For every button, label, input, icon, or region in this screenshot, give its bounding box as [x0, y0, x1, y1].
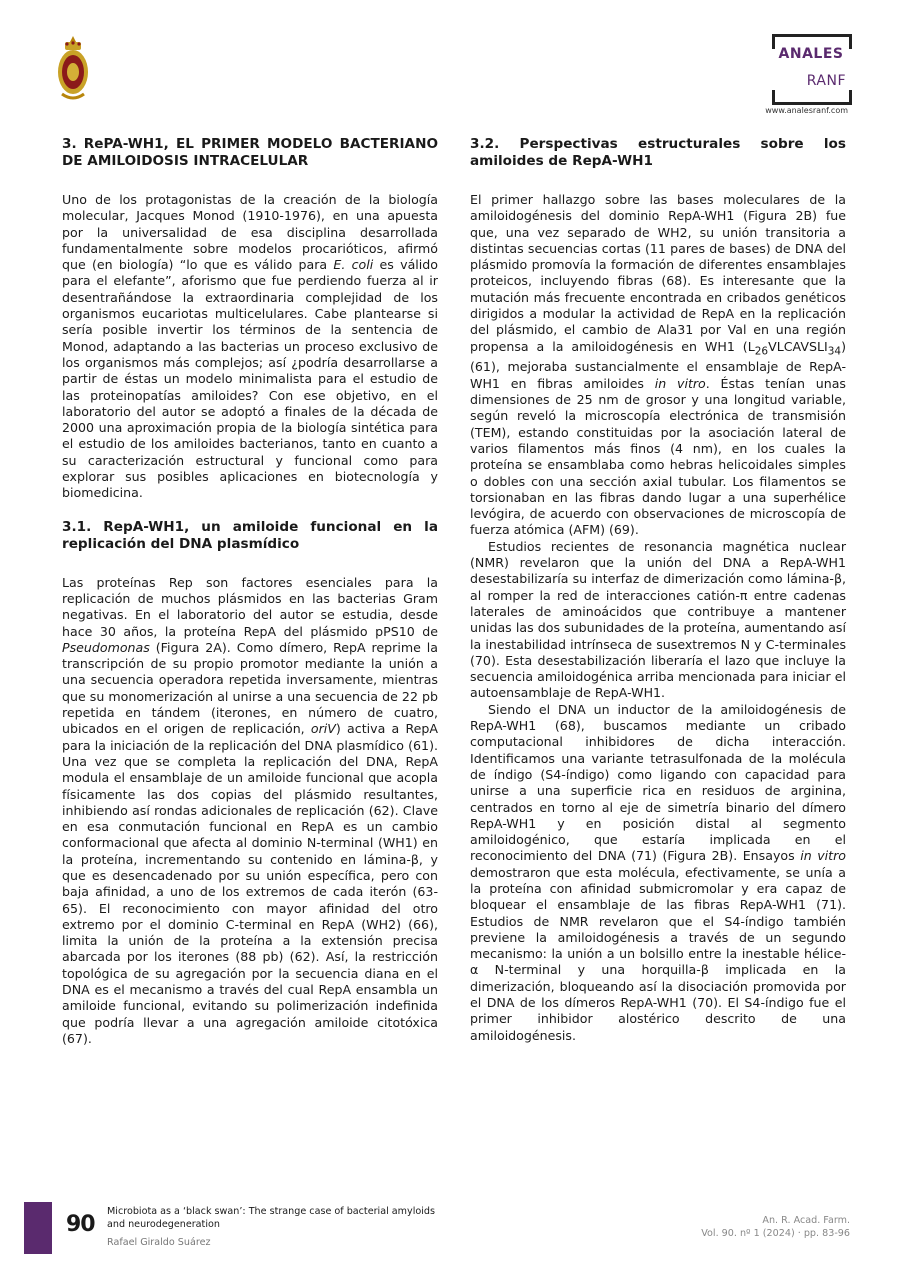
journal-volume: Vol. 90. nº 1 (2024) · pp. 83-96	[701, 1228, 850, 1239]
journal-url[interactable]: www.analesranf.com	[765, 106, 848, 115]
section-heading-3: 3. RePA-WH1, EL PRIMER MODELO BACTERIANO DE AMILOIDOSIS INTRACELULAR	[62, 136, 438, 169]
paragraph-rep-proteins: Las proteínas Rep son factores esenciales para la replicación de muchos plásmidos en las bacterias Gram negativas. En el laboratorio del autor se estudia, desde hace 30 años, la proteína RepA del plásmido pPS10 de Pseudomonas (Figura 2A). Como dímero, RepA reprime la transcripción de su propio promotor mediante la unión a una secuencia operadora repetida inversamente, mientras que su monomerización al unirse a una secuencia de 22 pb repetida en tándem (iterones, en número de cuatro, ubicados en el origen de replicación, oriV) activa a RepA para la iniciación de la replicación del DNA plasmídico (61). Una vez que se completa la replicación del DNA, RepA modula el ensamblaje de un amiloide funcional que acopla físicamente las dos copias del plásmido resultantes, inhibiendo así rondas adicionales de replicación (62). Clave en esa conmutación funcional en RepA es un cambio conformacional que afecta al dominio N-terminal (WH1) en la proteína, incrementando su contenido en lámina-β, y que es desencadenado por su unión específica, pero con baja afinidad, a uno de los extremos de cada iterón (63-65). El reconocimiento con mayor afinidad del otro extremo por el dominio C-terminal en RepA (WH2) (66), limita la unión de la proteína a la extensión precisa abarcada por los iterones (88 pb) (62). Así, la restricción topológica de su agregación por la secuencia diana en el DNA es el mecanismo a través del cual RepA ensambla un amiloide funcional, evitando su polimerización indefinida que podría llevar a una agregación amiloide citotóxica (67).	[62, 574, 438, 1046]
paragraph-nmr-studies: Estudios recientes de resonancia magnética nuclear (NMR) revelaron que la unión del DNA a RepA-WH1 desestabilizaría su interfaz de dimerización como lámina-β, al romper la red de interacciones catión-π entre cadenas laterales de aminoácidos que contribuye a mantener unidas las dos subunidades de la proteína, aumentando así la inestabilidad intrínseca de susextremos N y C-terminales (70). Esta desestabilización liberaría el lazo que incluye la secuencia amiloidogénica arriba mencionada para iniciar el autoensamblaje de RepA-WH1.	[470, 538, 846, 701]
paragraph-s4-indigo: Siendo el DNA un inductor de la amiloidogénesis de RepA-WH1 (68), buscamos mediante un cribado computacional inhibidores de dicha interacción. Identificamos una variante tetrasulfonada de la molécula de índigo (S4-índigo) como ligando con capacidad para unirse a una superficie rica en residuos de arginina, centrados en torno al eje de simetría binario del dímero RepA-WH1 y en posición distal al segmento amiloidogénico, que estaría implicada en el reconocimiento del DNA (71) (Figura 2B). Ensayos in vitro demostraron que esta molécula, efectivamente, se unía a la proteína con afinidad submicromolar y era capaz de bloquear el ensamblaje de las fibras RepA-WH1 (71). Estudios de NMR revelaron que el S4-índigo también previene la amiloidogénesis a través de un segundo mecanismo: la unión a un bolsillo entre la inestable hélice-α N-terminal y una horquilla-β implicada en la dimerización, bloqueando así la disociación promovida por el DNA de los dímeros RepA-WH1 (70). El S4-índigo fue el primer inhibidor alostérico descrito de una amiloidogénesis.	[470, 701, 846, 1043]
running-title: Microbiota as a ‘black swan’: The strange case of bacterial amyloids and neurodegeneration	[107, 1206, 435, 1230]
section-heading-3-2: 3.2. Perspectivas estructurales sobre los amiloides de RepA-WH1	[470, 136, 846, 169]
paragraph-monod: Uno de los protagonistas de la creación de la biología molecular, Jacques Monod (1910-1976), en una apuesta por la universalidad de esa disciplina desarrollada fundamentalmente sobre modelos procarióticos, afirmó que (en biología) “lo que es válido para E. coli es válido para el elefante”, aforismo que fue perdiendo fuerza al ir desentrañándose la extraordinaria complejidad de los organismos eucariotas multicelulares. Cabe plantearse si sería posible invertir los términos de la sentencia de Monod, adaptando a las bacterias un proceso exclusivo de los organismos más complejos; así ¿podría desarrollarse a partir de éstas un modelo minimalista para el estudio de las proteinopatías amiloides? Con ese objetivo, en el laboratorio del autor se adoptó a finales de la década de 2000 una aproximación propia de la biología sintética para el estudio de los amiloides bacterianos, tanto en cuanto a su caracterización estructural y funcional como para explorar sus posibles aplicaciones en biotecnología y biomedicina.	[62, 192, 439, 501]
paragraph-first-finding: El primer hallazgo sobre las bases moleculares de la amiloidogénesis del dominio RepA-WH1 (Figura 2B) fue que, una vez separado de WH2, su unión transitoria a distintas secuencias cortas (11 pares de bases) de DNA del plásmido promovía la formación de diferentes ensamblajes proteicos, incluyendo fibras (68). Es interesante que la mutación más frecuente encontrada en cribados genéticos dirigidos a modular la actividad de RepA en la replicación del plásmido, el cambio de Ala31 por Val en una región propensa a la amiloidogénesis en WH1 $(L_{26}VLCAVSLI_{34})$ (61), mejoraba sustancialmente el ensamblaje de RepA-WH1 en fibras amiloides in vitro. Éstas tenían unas dimensiones de 25 nm de grosor y una longitud variable, según reveló la microscopía electrónica de transmisión (TEM), estando constituidas por la asociación lateral de varios filamentos más finos (4 nm), en los cuales la proteína se ensamblaba como hebras helicoidales simples o dobles con una sección axial tubular. Los filamentos se torsionaban en las fibras dando lugar a una superhélice levógira, de acuerdo con observaciones de microscopía de fuerza atómica (AFM) (69).	[470, 192, 846, 538]
journal-citation	[701, 1214, 850, 1240]
journal-logo	[742, 34, 850, 120]
logo-subname: RANF	[806, 73, 846, 89]
journal-name: An. R. Acad. Farm.	[762, 1215, 850, 1226]
section-heading-3-1: 3.1. RepA-WH1, un amiloide funcional en la replicación del DNA plasmídico	[62, 518, 438, 552]
footer-accent-bar	[24, 1202, 52, 1254]
running-author: Rafael Giraldo Suárez	[107, 1237, 211, 1248]
right-column	[470, 136, 846, 1044]
page-number: 90	[66, 1212, 95, 1237]
logo-bracket-bottom	[772, 90, 852, 105]
academy-crest-icon	[56, 34, 90, 104]
left-column	[62, 136, 438, 1047]
logo-name: ANALES	[778, 46, 844, 62]
